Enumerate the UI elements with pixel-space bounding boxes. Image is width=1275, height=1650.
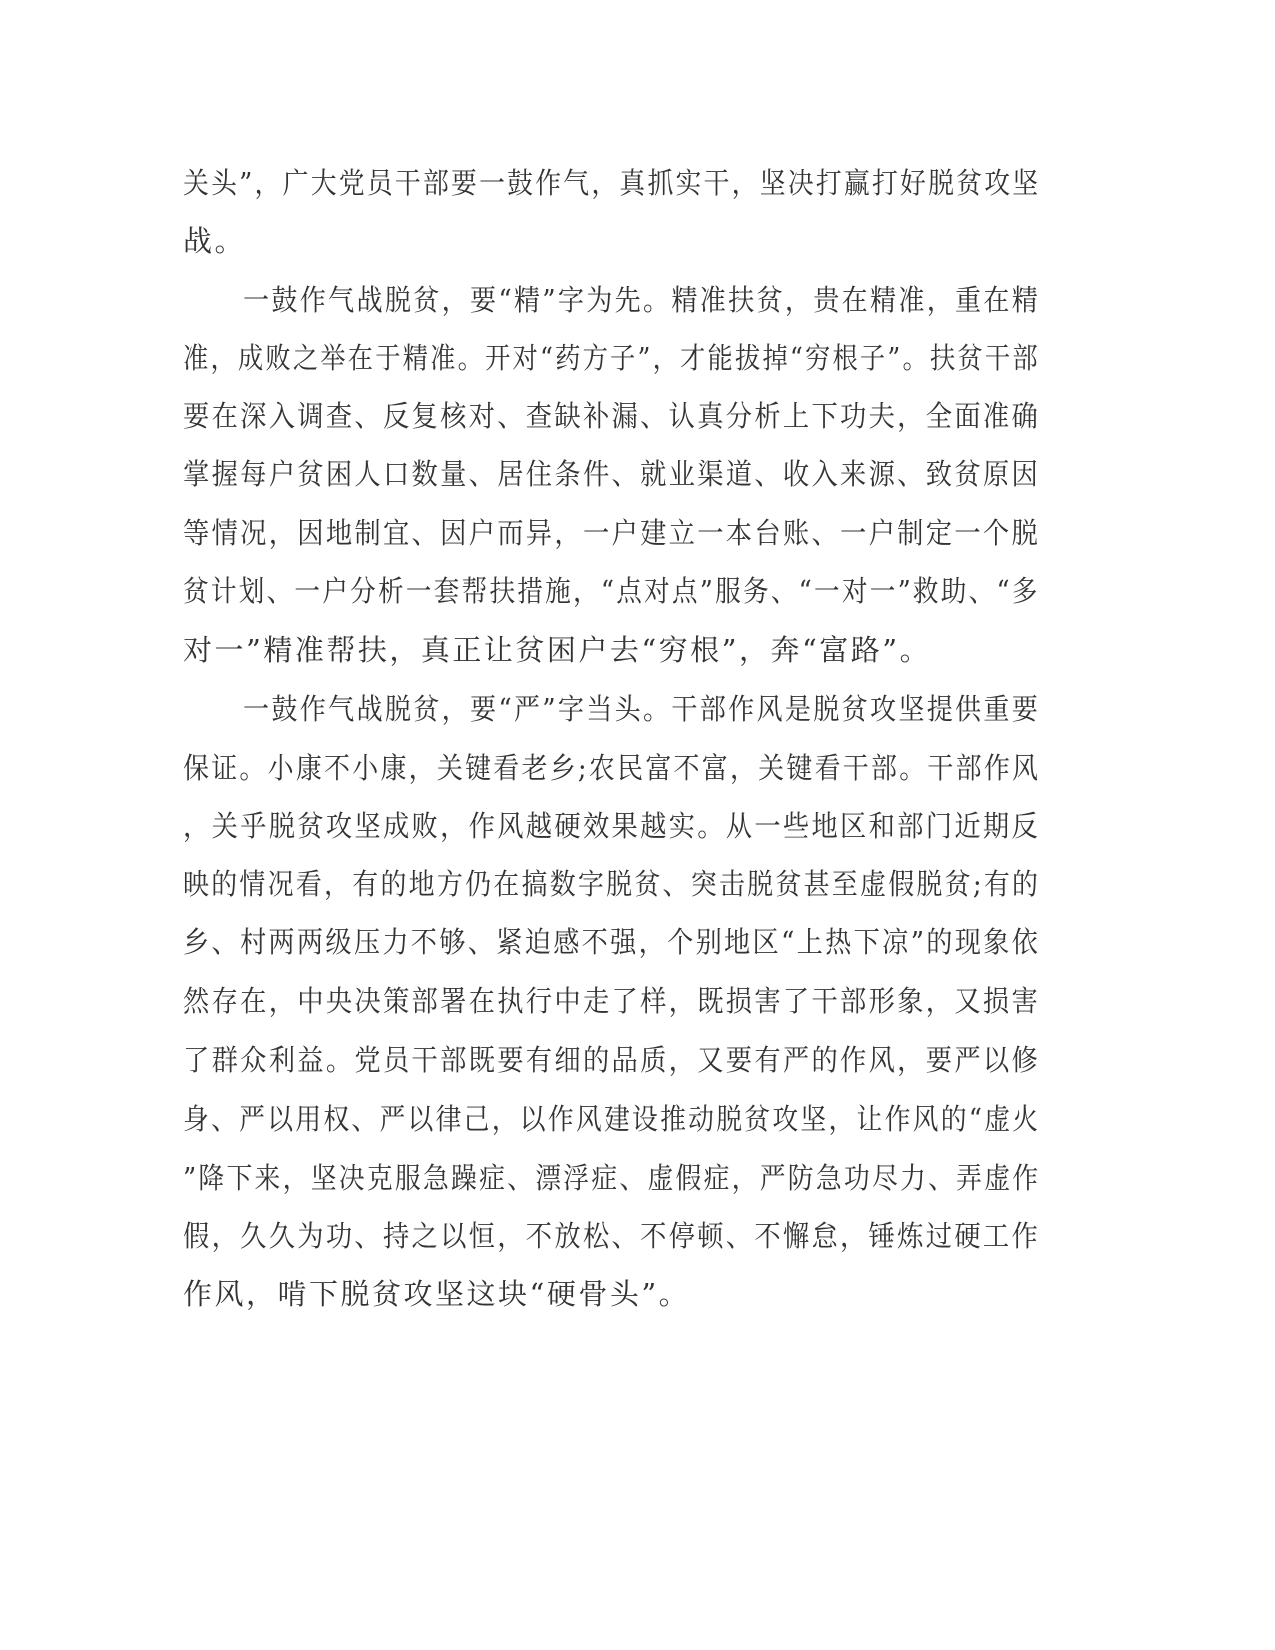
text-line: 等情况，因地制宜、因户而异，一户建立一本台账、一户制定一个脱 [183,516,1041,550]
text-line: 身、严以用权、严以律己，以作风建设推动脱贫攻坚，让作风的“虚火 [183,1102,1041,1136]
text-line: ，关乎脱贫攻坚成败，作风越硬效果越实。从一些地区和部门近期反 [183,809,1041,843]
text-line: 映的情况看，有的地方仍在搞数字脱贫、突击脱贫甚至虚假脱贫;有的 [183,867,1041,901]
text-line: 掌握每户贫困人口数量、居住条件、就业渠道、收入来源、致贫原因 [183,457,1041,491]
paragraph-first-line: 一鼓作气战脱贫，要“严”字当头。干部作风是脱贫攻坚提供重要 [243,692,1041,726]
text-line: 对一”精准帮扶，真正让贫困户去“穷根”，奔“富路”。 [183,633,932,667]
text-line: 战。 [183,224,247,258]
paragraph-first-line: 一鼓作气战脱贫，要“精”字为先。精准扶贫，贵在精准，重在精 [243,283,1041,317]
text-line: ”降下来，坚决克服急躁症、漂浮症、虚假症，严防急功尽力、弄虚作 [183,1161,1041,1195]
text-line: 然存在，中央决策部署在执行中走了样，既损害了干部形象，又损害 [183,984,1041,1018]
text-line: 作风，啃下脱贫攻坚这块“硬骨头”。 [183,1277,691,1311]
text-line: 乡、村两两级压力不够、紧迫感不强，个别地区“上热下凉”的现象依 [183,925,1041,959]
text-line: 关头”，广大党员干部要一鼓作气，真抓实干，坚决打赢打好脱贫攻坚 [183,166,1041,200]
text-line: 贫计划、一户分析一套帮扶措施，“点对点”服务、“一对一”救助、“多 [183,574,1040,608]
text-line: 了群众利益。党员干部既要有细的品质，又要有严的作风，要严以修 [183,1043,1041,1077]
text-line: 保证。小康不小康，关键看老乡;农民富不富，关键看干部。干部作风 [183,751,1041,785]
text-line: 准，成败之举在于精准。开对“药方子”，才能拔掉“穷根子”。扶贫干部 [183,341,1040,375]
text-line: 要在深入调查、反复核对、查缺补漏、认真分析上下功夫，全面准确 [183,399,1041,433]
text-line: 假，久久为功、持之以恒，不放松、不停顿、不懈怠，锤炼过硬工作 [183,1219,1041,1253]
